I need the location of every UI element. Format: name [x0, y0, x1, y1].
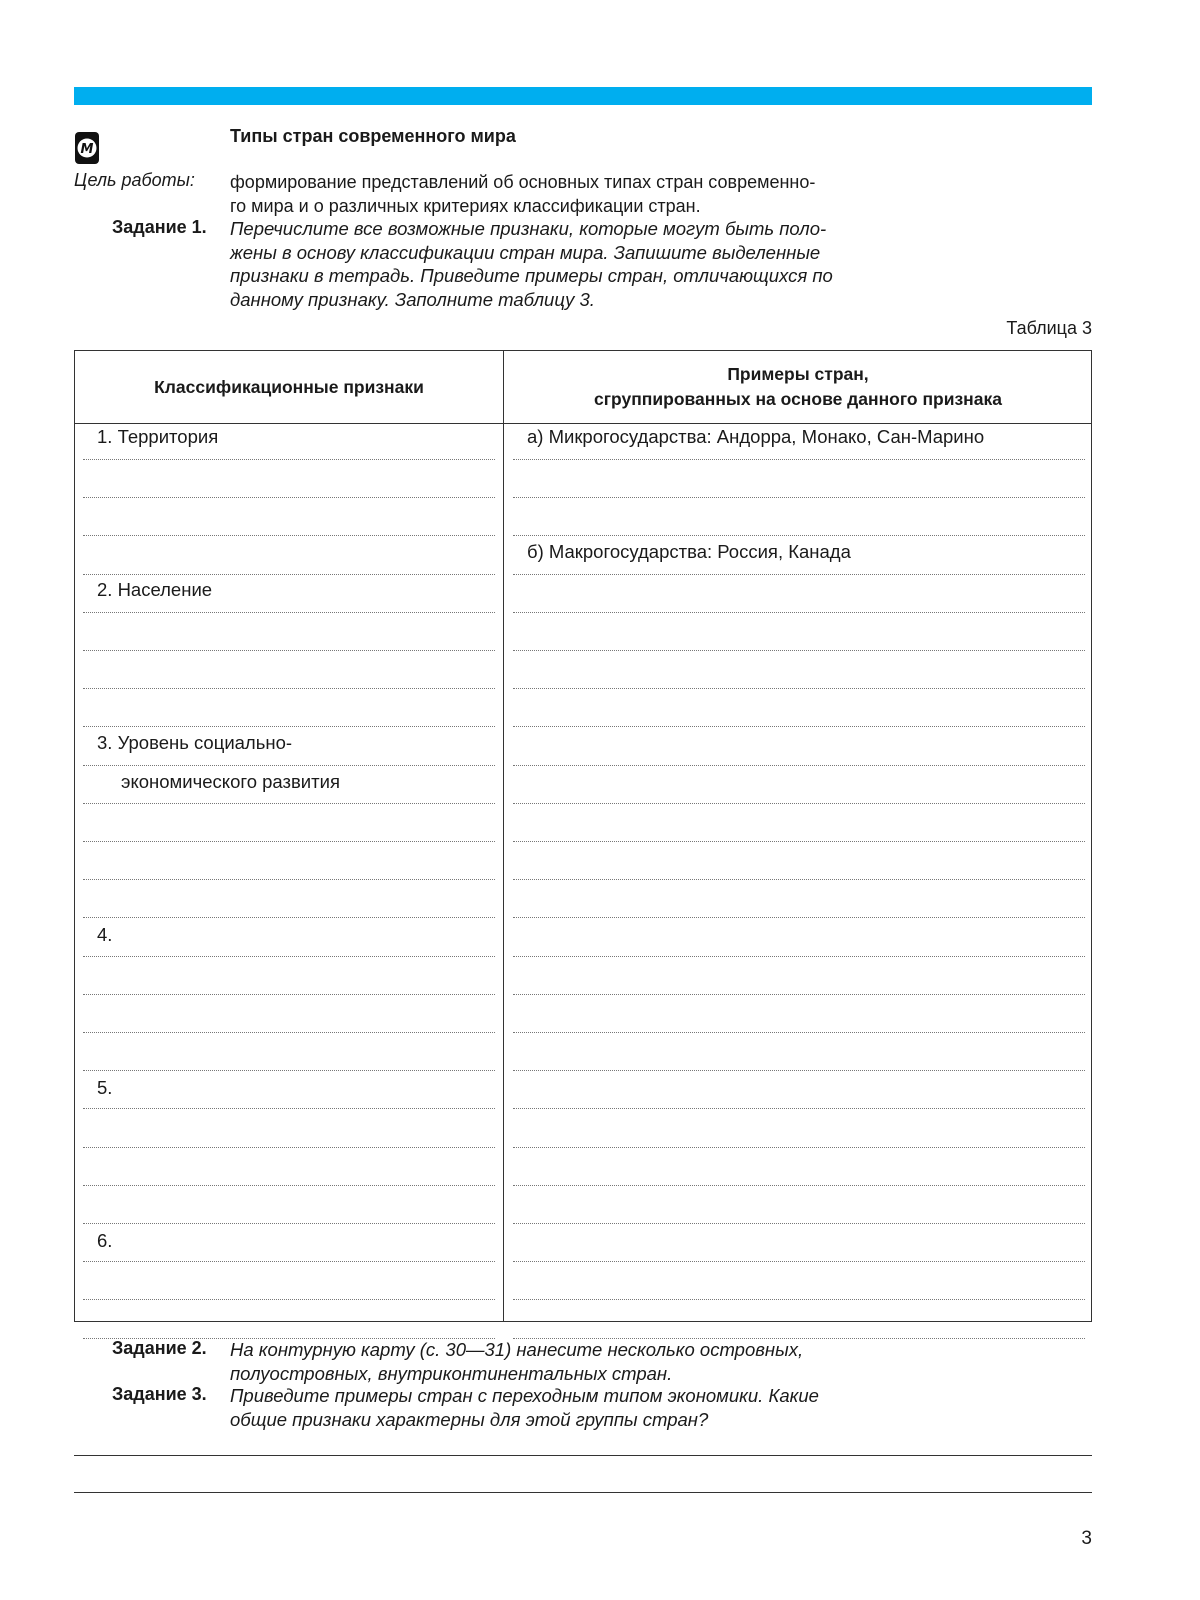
page-title: Типы стран современного мира	[230, 126, 516, 146]
goal-line: формирование представлений об основных типах стран современно-	[230, 172, 816, 192]
writing-line-left[interactable]	[83, 1261, 495, 1262]
task1-label: Задание 1.	[112, 217, 207, 237]
header-line: Примеры стран,	[727, 364, 869, 384]
page-number: 3	[1081, 1528, 1092, 1549]
writing-line-left[interactable]	[83, 1070, 495, 1071]
writing-line-right[interactable]	[513, 726, 1085, 727]
writing-line-right[interactable]	[513, 994, 1085, 995]
writing-line-left[interactable]	[83, 726, 495, 727]
answer-line[interactable]	[74, 1455, 1092, 1456]
writing-line-left[interactable]	[83, 497, 495, 498]
writing-line-left[interactable]	[83, 1223, 495, 1224]
criterion-population: 2. Население	[97, 579, 213, 600]
writing-line-left[interactable]	[83, 917, 495, 918]
writing-line-left[interactable]	[83, 879, 495, 880]
writing-line-right[interactable]	[513, 688, 1085, 689]
criterion-development-cont: экономического развития	[121, 771, 340, 792]
table-caption: Таблица 3	[1006, 318, 1092, 338]
method-m-icon	[75, 132, 99, 164]
writing-line-right[interactable]	[513, 1032, 1085, 1033]
writing-line-left[interactable]	[83, 1032, 495, 1033]
header-divider	[75, 423, 1091, 424]
writing-line-right[interactable]	[513, 956, 1085, 957]
writing-line-right[interactable]	[513, 1299, 1085, 1300]
writing-line-left[interactable]	[83, 1185, 495, 1186]
writing-line-right[interactable]	[513, 917, 1085, 918]
task3-line: Приведите примеры стран с переходным типом экономики. Какие	[230, 1385, 819, 1406]
accent-bar	[74, 87, 1092, 105]
writing-line-right[interactable]	[513, 497, 1085, 498]
writing-line-left[interactable]	[83, 1299, 495, 1300]
criterion-4: 4.	[97, 924, 113, 945]
writing-line-right[interactable]	[513, 803, 1085, 804]
writing-line-right[interactable]	[513, 1261, 1085, 1262]
example-microstates: а) Микрогосударства: Андорра, Монако, Сан-Марино	[527, 426, 985, 447]
writing-line-left[interactable]	[83, 612, 495, 613]
goal-line: го мира и о различных критериях классификации стран.	[230, 196, 701, 216]
writing-line-right[interactable]	[513, 574, 1085, 575]
example-macrostates: б) Макрогосударства: Россия, Канада	[527, 541, 851, 562]
writing-line-left[interactable]	[83, 688, 495, 689]
criterion-development: 3. Уровень социально-	[97, 732, 293, 753]
task1-text	[230, 217, 920, 311]
task3-text	[230, 1384, 920, 1431]
svg-text:М: М	[80, 142, 94, 157]
writing-line-left[interactable]	[83, 1108, 495, 1109]
writing-line-right[interactable]	[513, 1108, 1085, 1109]
writing-line-left[interactable]	[83, 1147, 495, 1148]
task3-line: общие признаки характерны для этой группы стран?	[230, 1408, 709, 1430]
writing-line-right[interactable]	[513, 1070, 1085, 1071]
task1-line: данному признаку. Заполните таблицу 3.	[230, 288, 595, 310]
writing-line-left[interactable]	[83, 803, 495, 804]
writing-line-left[interactable]	[83, 459, 495, 460]
goal-label: Цель работы:	[74, 170, 195, 190]
column-header-criteria: Классификационные признаки	[154, 376, 424, 397]
column-header-examples	[505, 351, 1091, 423]
writing-line-left[interactable]	[83, 765, 495, 766]
task1-line: жены в основу классификации стран мира. Запишите выделенные	[230, 241, 821, 263]
writing-line-left[interactable]	[83, 650, 495, 651]
task1-line: признаки в тетрадь. Приведите примеры стран, отличающихся по	[230, 265, 833, 286]
writing-line-right[interactable]	[513, 535, 1085, 536]
task2-label: Задание 2.	[112, 1338, 207, 1358]
writing-line-right[interactable]	[513, 1147, 1085, 1148]
criterion-6: 6.	[97, 1230, 113, 1251]
writing-line-right[interactable]	[513, 612, 1085, 613]
writing-line-left[interactable]	[83, 956, 495, 957]
writing-line-right[interactable]	[513, 1223, 1085, 1224]
task1-line: Перечислите все возможные признаки, которые могут быть поло-	[230, 218, 827, 239]
writing-line-left[interactable]	[83, 841, 495, 842]
writing-line-left[interactable]	[83, 994, 495, 995]
task3-label: Задание 3.	[112, 1384, 207, 1404]
writing-line-right[interactable]	[513, 879, 1085, 880]
classification-table	[74, 350, 1092, 1322]
header-line: сгруппированных на основе данного признака	[594, 389, 1002, 409]
writing-line-right[interactable]	[513, 765, 1085, 766]
criterion-territory: 1. Территория	[97, 426, 219, 447]
writing-line-right[interactable]	[513, 1185, 1085, 1186]
task2-text	[230, 1338, 920, 1385]
writing-line-left[interactable]	[83, 574, 495, 575]
writing-line-right[interactable]	[513, 841, 1085, 842]
task2-line: полуостровных, внутриконтинентальных стран.	[230, 1362, 673, 1384]
criterion-5: 5.	[97, 1077, 113, 1098]
writing-line-right[interactable]	[513, 650, 1085, 651]
answer-line[interactable]	[74, 1492, 1092, 1493]
column-divider	[503, 351, 504, 1321]
goal-text	[230, 170, 930, 218]
task2-line: На контурную карту (с. 30—31) нанесите несколько островных,	[230, 1339, 804, 1360]
writing-line-left[interactable]	[83, 535, 495, 536]
writing-line-right[interactable]	[513, 459, 1085, 460]
